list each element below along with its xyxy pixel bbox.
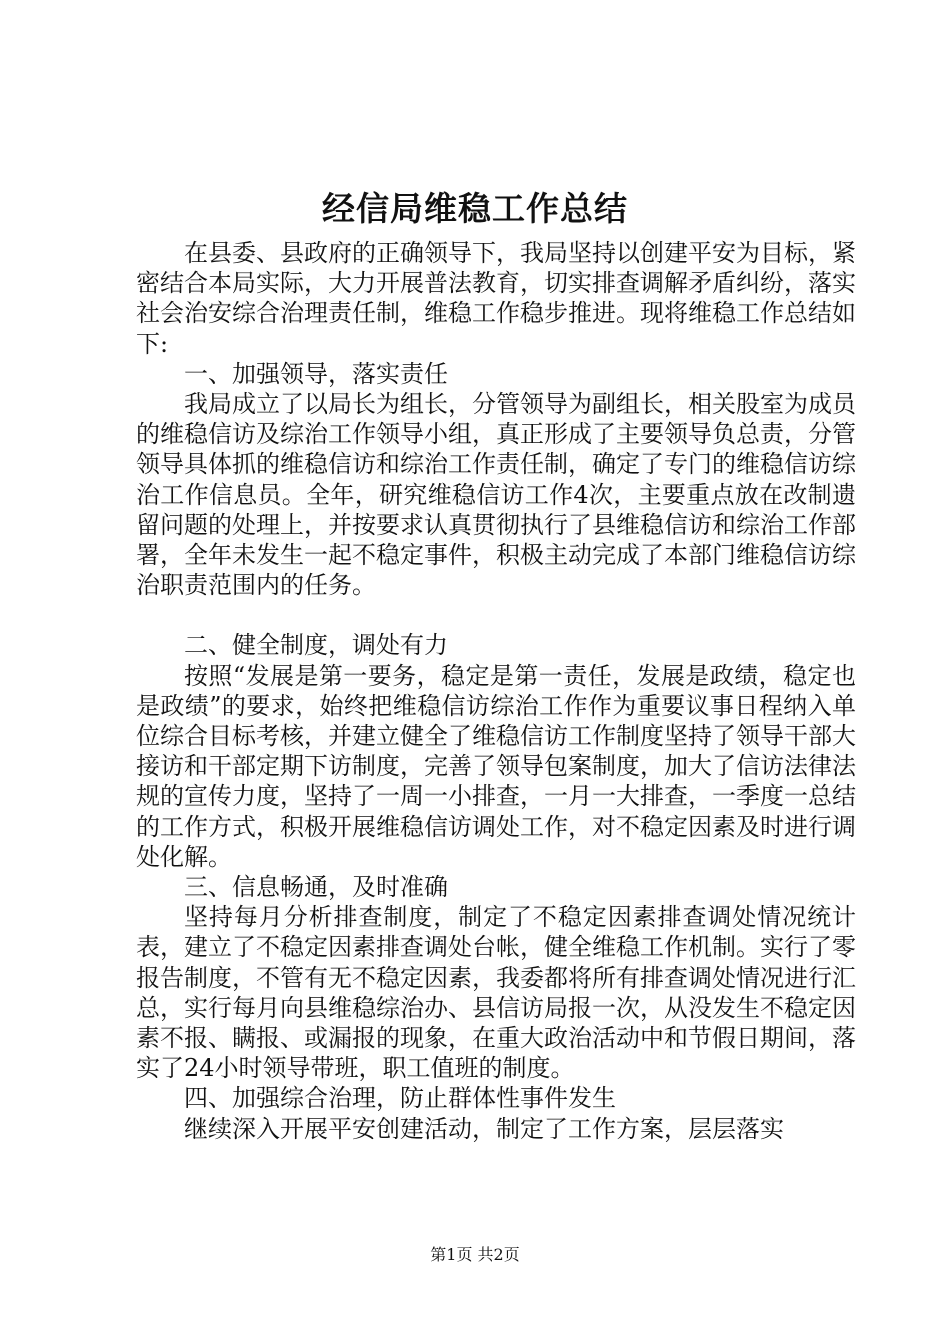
intro-paragraph: 在县委、县政府的正确领导下，我局坚持以创建平安为目标，紧密结合本局实际，大力开展普法教育，切实排查调解矛盾纠纷，落实社会治安综合治理责任制，维稳工作稳步推进。现将维稳工作总结如下: <box>136 239 856 358</box>
blank-line <box>136 600 856 630</box>
section-1-heading: 一、加强领导，落实责任 <box>184 359 448 388</box>
document-body <box>136 238 856 1144</box>
section-1-paragraph: 我局成立了以局长为组长，分管领导为副组长，相关股室为成员的维稳信访及综治工作领导小组，真正形成了主要领导负总责，分管领导具体抓的维稳信访和综治工作责任制，确定了专门的维稳信访综治工作信息员。全年，研究维稳信访工作4次，主要重点放在改制遗留问题的处理上，并按要求认真贯彻执行了县维稳信访和综治工作部署，全年未发生一起不稳定事件，积极主动完成了本部门维稳信访综治职责范围内的任务。 <box>136 390 856 600</box>
section-2-paragraph: 按照“发展是第一要务，稳定是第一责任，发展是政绩，稳定也是政绩”的要求，始终把维稳信访综治工作作为重要议事日程纳入单位综合目标考核，并建立健全了维稳信访工作制度坚持了领导干部大接访和干部定期下访制度，完善了领导包案制度，加大了信访法律法规的宣传力度，坚持了一周一小排查，一月一大排查，一季度一总结的工作方式，积极开展维稳信访调处工作，对不稳定因素及时进行调处化解。 <box>136 661 856 871</box>
section-4-heading: 四、加强综合治理，防止群体性事件发生 <box>184 1084 616 1113</box>
section-4-paragraph: 继续深入开展平安创建活动，制定了工作方案，层层落实 <box>184 1114 784 1143</box>
section-2-heading: 二、健全制度，调处有力 <box>184 631 448 660</box>
page-number-footer: 第1页 共2页 <box>430 1245 520 1264</box>
document-title: 经信局维稳工作总结 <box>322 189 628 228</box>
section-3-heading: 三、信息畅通，及时准确 <box>184 873 448 902</box>
section-3-paragraph: 坚持每月分析排查制度，制定了不稳定因素排查调处情况统计表，建立了不稳定因素排查调处台帐，健全维稳工作机制。实行了零报告制度，不管有无不稳定因素，我委都将所有排查调处情况进行汇总，实行每月向县维稳综治办、县信访局报一次，从没发生不稳定因素不报、瞒报、或漏报的现象，在重大政治活动中和节假日期间，落实了24小时领导带班，职工值班的制度。 <box>136 903 856 1083</box>
